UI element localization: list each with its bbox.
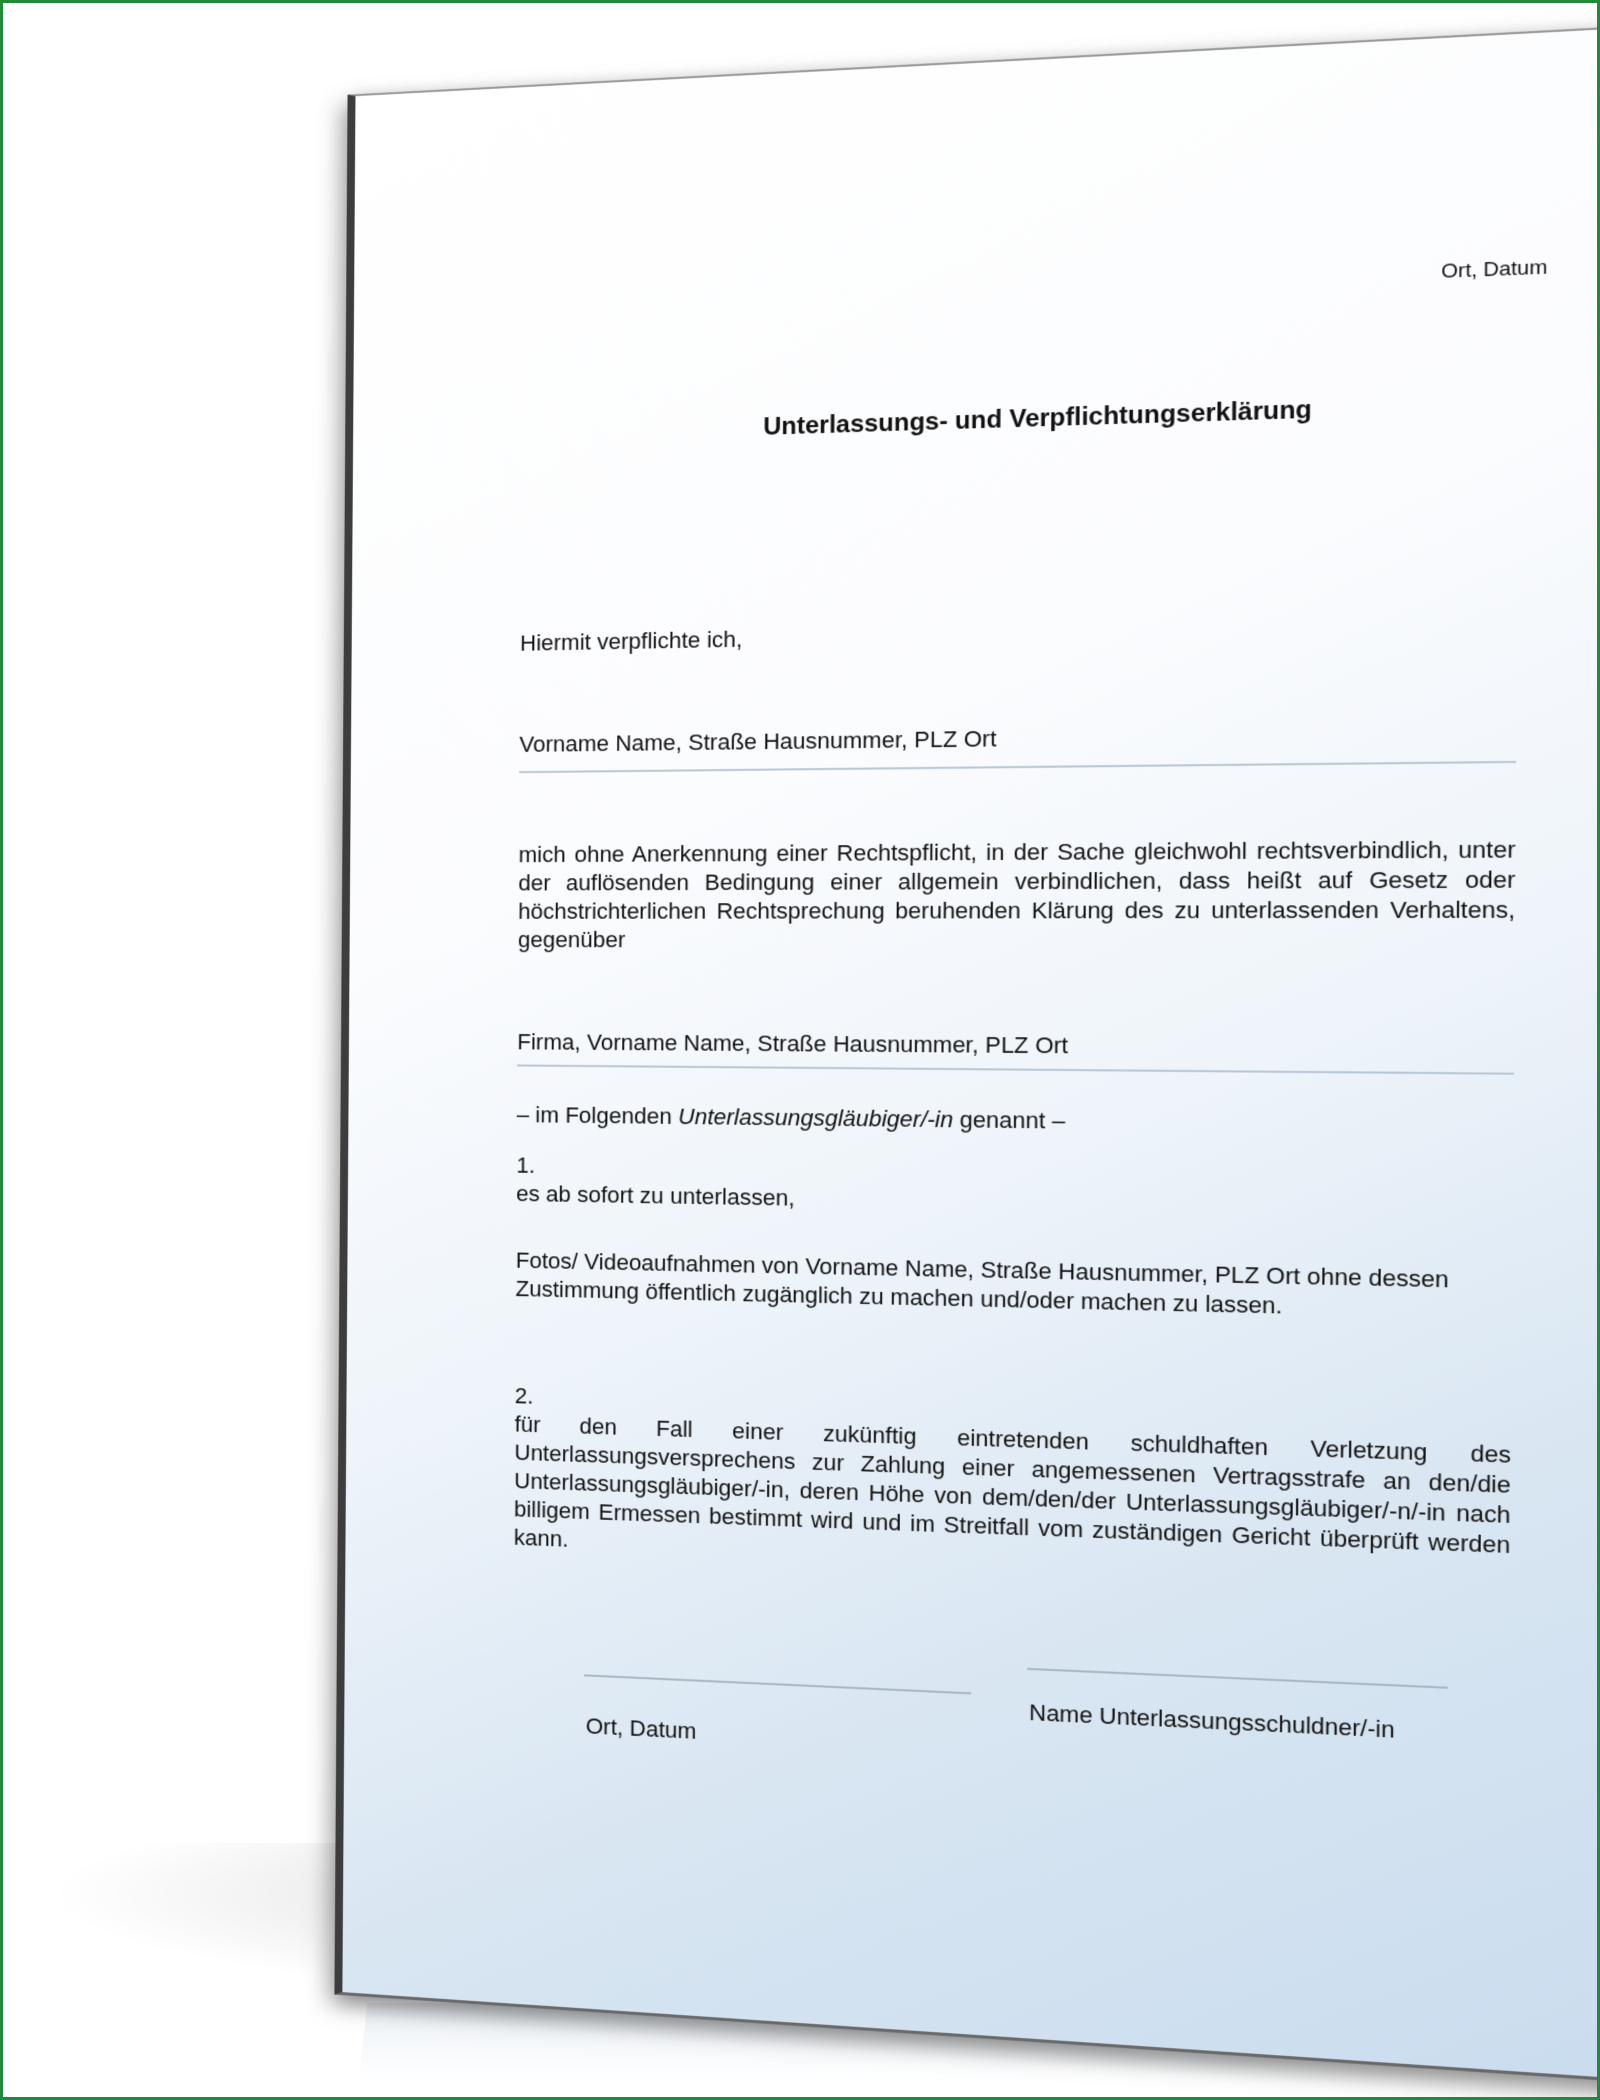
referred-as-line [517, 1101, 1514, 1142]
item-1-number: 1. [516, 1152, 536, 1178]
signature-name-label: Name Unterlassungsschuldner/-in [1028, 1699, 1395, 1743]
obligor-field-line [519, 761, 1516, 773]
creditor-field-line [517, 1064, 1514, 1074]
signature-line-name [1027, 1668, 1448, 1689]
intro-text: Hiermit verpflichte ich, [519, 626, 743, 656]
place-date-header: Ort, Datum [1441, 256, 1548, 284]
clause-text: mich ohne Anerkennung einer Rechtspflicht, in der Sache gleichwohl rechtsverbindlich, unter der auflösenden Bedingung einer allgemein verbindlichen, dass heißt auf Gesetz oder höchstrichterlichen Rechtsprechung beruhenden Klärung des zu unterlassenden Verhaltens, gegenüber [517, 836, 1516, 953]
signature-line-place-date [584, 1674, 971, 1694]
obligor-field-text: Vorname Name, Straße Hausnummer, PLZ Ort [519, 725, 997, 757]
referred-suffix: genannt – [953, 1106, 1066, 1134]
document-page [334, 24, 1600, 2083]
signature-place-date-label: Ort, Datum [585, 1713, 697, 1744]
creditor-field-text: Firma, Vorname Name, Straße Hausnummer, PLZ Ort [517, 1029, 1069, 1059]
document-title: Unterlassungs- und Verpflichtungserklärung [763, 395, 1313, 442]
item-2-number: 2. [514, 1382, 534, 1409]
item-1-intro: es ab sofort zu unterlassen, [516, 1180, 795, 1211]
item-2-text: für den Fall einer zukünftig eintretenden schuldhaften Verletzung des Unterlassungsversprechens zur Zahlung einer angemessenen Vertragsstrafe an den/die Unterlassungsgläubiger/-in, deren Höhe von dem/den/der Unterlassungsgläubiger/-n/-in nach billigem Ermessen bestimmt wird und im Streitfall vom zuständigen Gericht überprüft werden kann. [513, 1411, 1512, 1559]
referred-term: Unterlassungsgläubiger/-in [678, 1103, 954, 1133]
item-1-text: Fotos/ Videoaufnahmen von Vorname Name, Straße Hausnummer, PLZ Ort ohne dessen Zustimmung öffentlich zugänglich zu machen und/oder machen zu lassen. [515, 1247, 1449, 1319]
referred-prefix: – im Folgenden [516, 1101, 679, 1130]
